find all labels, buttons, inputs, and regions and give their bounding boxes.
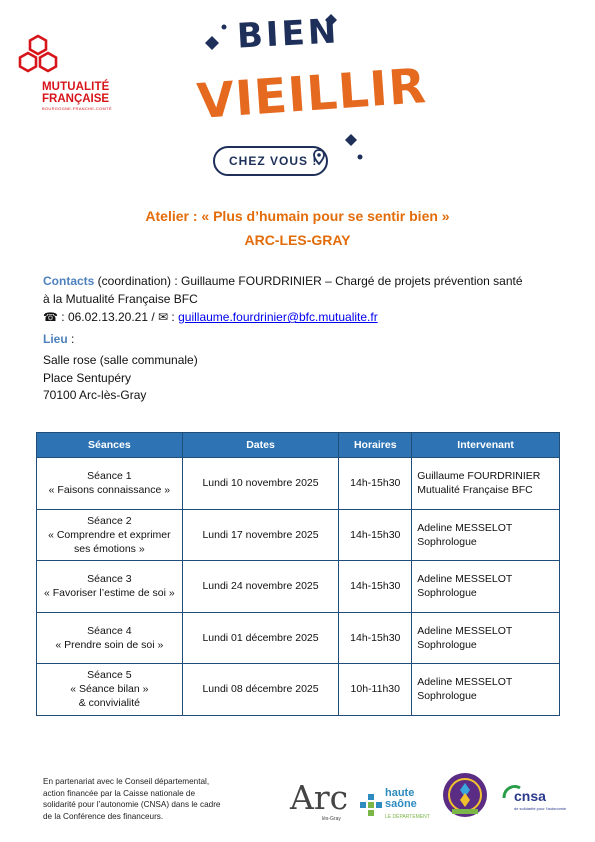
session-cell: [37, 509, 183, 561]
mutualite-logo-line3: BOURGOGNE-FRANCHE-COMTÉ: [42, 106, 112, 111]
time-cell: 14h-15h30: [339, 509, 412, 561]
session-number: Séance 5: [87, 669, 132, 682]
partnership-line3: solidarité pour l’autonomie (CNSA) dans le cadre: [43, 800, 221, 809]
haute-saone-line2: saône: [385, 798, 417, 810]
sessions-table: [36, 432, 560, 716]
speaker-name: Guillaume FOURDRINIER: [417, 470, 541, 483]
haute-saone-logo: [360, 784, 436, 824]
speaker-name: Adeline MESSELOT: [417, 521, 513, 534]
table-row: [37, 561, 560, 613]
vieillir-word: VIEILLIR: [195, 58, 429, 130]
session-title: « Faisons connaissance »: [48, 484, 171, 497]
speaker-cell: [412, 664, 560, 716]
address-line3: 70100 Arc-lès-Gray: [43, 388, 147, 402]
speaker-role: Sophrologue: [417, 638, 477, 651]
speaker-role: Sophrologue: [417, 535, 477, 548]
mutualite-francaise-logo: [18, 34, 128, 111]
session-number: Séance 4: [87, 624, 132, 637]
speaker-role: Sophrologue: [417, 587, 477, 600]
lieu-label: Lieu: [43, 332, 68, 346]
address-block: [43, 352, 198, 405]
session-title: « Séance bilan »: [70, 683, 149, 696]
mutualite-logo-line2: FRANÇAISE: [42, 93, 110, 105]
table-row: [37, 664, 560, 716]
speaker-cell: [412, 612, 560, 664]
address-line2: Place Sentupéry: [43, 370, 132, 385]
table-row: [37, 612, 560, 664]
session-cell: [37, 612, 183, 664]
haute-saone-line3: LE DÉPARTEMENT: [385, 814, 430, 820]
date-cell: Lundi 10 novembre 2025: [182, 458, 339, 510]
speaker-name: Adeline MESSELOT: [417, 676, 513, 689]
table-header-row: [37, 433, 560, 458]
contacts-label: Contacts: [43, 274, 95, 288]
sparkle-icon: [357, 154, 363, 160]
arc-logo-sub: lès-Gray: [322, 816, 341, 822]
workshop-title: Atelier : « Plus d’humain pour se sentir bien »: [145, 208, 450, 224]
lieu-colon: :: [67, 332, 75, 346]
session-title: « Comprendre et exprimer: [48, 528, 171, 541]
partnership-line2: action financée par la Caisse nationale de: [43, 788, 196, 798]
hexagon-logo-icon: [18, 34, 58, 80]
speaker-role: Mutualité Française BFC: [417, 484, 533, 497]
header-seances: Séances: [37, 433, 183, 458]
session-number: Séance 3: [87, 573, 132, 586]
session-title: « Prendre soin de soi »: [55, 638, 164, 651]
contacts-text: (coordination) : Guillaume FOURDRINIER – Chargé de projets prévention santé: [94, 274, 523, 288]
conference-financeurs-logo: [442, 772, 488, 818]
speaker-cell: [412, 458, 560, 510]
email-icon: ✉: [158, 310, 169, 324]
session-cell: [37, 664, 183, 716]
email-link[interactable]: guillaume.fourdrinier@bfc.mutualite.fr: [178, 310, 378, 324]
time-cell: 10h-11h30: [339, 664, 412, 716]
header-intervenant: Intervenant: [412, 433, 560, 458]
phone-number: : 06.02.13.20.21 /: [57, 310, 159, 324]
address-line1: Salle rose (salle communale): [43, 353, 198, 367]
date-cell: Lundi 17 novembre 2025: [182, 509, 339, 561]
workshop-location-title: ARC-LES-GRAY: [244, 232, 351, 248]
session-number: Séance 1: [87, 470, 132, 483]
cnsa-text: cnsa: [514, 788, 546, 804]
speaker-name: Adeline MESSELOT: [417, 624, 513, 637]
speaker-cell: [412, 561, 560, 613]
speaker-name: Adeline MESSELOT: [417, 573, 513, 586]
sparkle-icon: [205, 36, 219, 50]
header-horaires: Horaires: [339, 433, 412, 458]
partnership-note: [43, 776, 283, 822]
session-cell: [37, 458, 183, 510]
time-cell: 14h-15h30: [339, 612, 412, 664]
phone-icon: ☎: [43, 310, 58, 324]
table-row: [37, 458, 560, 510]
arc-logo-text: Arc: [290, 778, 349, 817]
conference-financeurs-emblem-icon: [442, 772, 488, 818]
cnsa-logo: [500, 780, 567, 820]
date-cell: Lundi 24 novembre 2025: [182, 561, 339, 613]
sparkle-icon: [345, 134, 357, 146]
bien-vieillir-logo: [195, 6, 429, 186]
time-cell: 14h-15h30: [339, 458, 412, 510]
chez-vous-badge: CHEZ VOUS !: [213, 146, 328, 176]
lieu-heading: [43, 330, 74, 348]
mutualite-logo-line1: MUTUALITÉ: [42, 81, 110, 93]
contacts-line1: [43, 272, 563, 290]
session-title: « Favoriser l’estime de soi »: [44, 587, 175, 600]
email-separator: :: [168, 310, 179, 324]
session-title-cont: & convivialité: [78, 697, 140, 710]
map-pin-icon: [313, 149, 325, 165]
header-dates: Dates: [182, 433, 339, 458]
date-cell: Lundi 01 décembre 2025: [182, 612, 339, 664]
date-cell: Lundi 08 décembre 2025: [182, 664, 339, 716]
partnership-line4: de la Conférence des financeurs.: [43, 811, 164, 821]
cnsa-sub: de solidarité pour l'autonomie: [514, 806, 567, 811]
session-title-cont: ses émotions »: [74, 542, 145, 555]
sparkle-icon: [221, 24, 227, 30]
speaker-cell: [412, 509, 560, 561]
table-row: [37, 509, 560, 561]
arc-les-gray-logo: [288, 778, 349, 822]
contacts-line2: à la Mutualité Française BFC: [43, 292, 198, 306]
speaker-role: Sophrologue: [417, 690, 477, 703]
haute-saone-emblem-icon: [360, 794, 382, 816]
bien-word: BIEN: [236, 11, 341, 57]
contacts-line3: [43, 308, 563, 326]
session-number: Séance 2: [87, 514, 132, 527]
contacts-block: [43, 272, 563, 326]
session-cell: [37, 561, 183, 613]
partnership-line1: En partenariat avec le Conseil départemental,: [43, 777, 210, 786]
haute-saone-line1: haute: [385, 787, 415, 799]
time-cell: 14h-15h30: [339, 561, 412, 613]
